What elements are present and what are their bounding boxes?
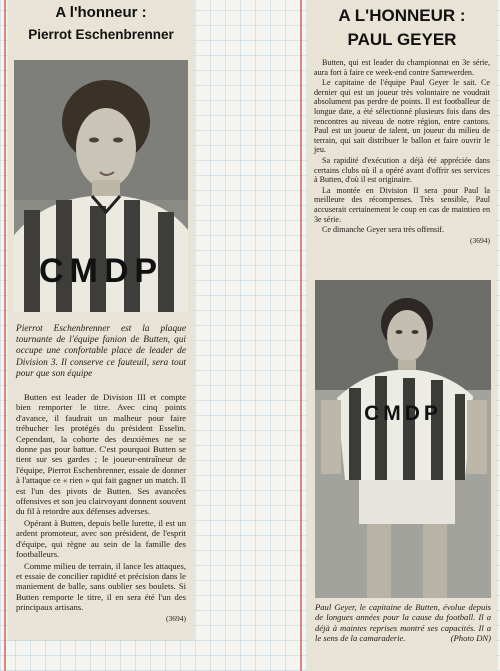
- photo-credit: (Photo DN): [450, 633, 491, 644]
- player-photo-geyer: [315, 280, 491, 598]
- notebook-margin-line-left: [4, 0, 6, 671]
- headline-line-1: A L'HONNEUR :: [338, 6, 466, 25]
- photo-caption-eschenbrenner: Pierrot Eschenbrenner est la plaque tournante de l'équipe fanion de Butten, qui occupe une confortable place de leader de Division 3. Il conserve ce fauteuil, sera tout pour que son équipe: [16, 324, 186, 379]
- paragraph-3: Sa rapidité d'exécution a déjà été appréciée dans certains clubs où il a opéré avant d'offrir ses services à Butten, d'où il est originaire.: [314, 155, 490, 185]
- clipping-geyer: [307, 0, 497, 671]
- article-body-geyer: [314, 58, 490, 245]
- headline-line-1: A l'honneur :: [55, 4, 147, 21]
- article-reference-number: (3694): [166, 613, 186, 623]
- paragraph-4: La montée en Division II sera pour Paul la meilleure des récompenses. Très sensible, Paul accuserait certainement le coup en cas de maintien en 3e série.: [314, 185, 490, 224]
- paragraph-3: Comme milieu de terrain, il lance les attaques, et essaie de concilier rapidité et précision dans le maniement de balle, sans oublier ses boulets. Si Butten remporte le titre, il en sera été l'un des principaux artisans.: [16, 560, 186, 613]
- shirt-sponsor-text: CMDP: [364, 402, 442, 425]
- paragraph-1: Butten est leader de Division III et compte bien remporter le titre. Avec cinq points d'avance, il faudrait un malheur pour faire trébucher les protégés du président Esselin. Cependant, la cohorte des deuxièmes ne se donne pas pour battue. C'est pourquoi Butten se tient sur ses gardes ; le joueur-entraîneur de l'équipe, Pierrot Eschenbrenner, essaie de donner à l'attaque ce « rien » qui fait gagner un match. Il est l'un des pivots de Butten. Ses avancées offensives et son jeu clairvoyant donnent souvent du fil à retordre aux défenses adverses.: [16, 392, 186, 517]
- player-photo-eschenbrenner: [14, 60, 188, 312]
- headline-line-2: PAUL GEYER: [347, 30, 457, 49]
- paragraph-2: Opérant à Butten, depuis belle lurette, il est un ardent promoteur, avec son président, de l'esprit d'équipe, qui règne au sein de la famille des footballeurs.: [16, 517, 186, 560]
- photo-caption-geyer: [315, 602, 491, 644]
- caption-text: Paul Geyer, le capitaine de Butten, évolue depuis de longues années pour la cause du football. Il a déjà à maintes reprises montré ses capacités. Il a le sens de la camaraderie.: [315, 602, 491, 644]
- headline-line-2: Pierrot Eschenbrenner: [28, 27, 174, 42]
- article-reference-number: (3694): [470, 235, 490, 245]
- notebook-margin-line-center: [300, 0, 302, 671]
- paragraph-5: Ce dimanche Geyer sera très offensif.: [322, 225, 445, 235]
- paragraph-1: Butten, qui est leader du championnat en 3e série, aura fort à faire ce week-end contre Sarrewerden.: [314, 58, 490, 77]
- shirt-sponsor-text: CMDP: [38, 252, 164, 290]
- paragraph-2: Le capitaine de l'équipe Paul Geyer le sait. Ce dernier qui est un joueur très volontaire ne voudrait absolument pas perdre de points. Il est footballeur de longue date, a été sélectionné plusieurs fois dans des rencontres au niveau de notre région, entre cantons. Paul est un joueur de talent, un joueur du milieu de terrain, qui sait distribuer le ballon et faire ouvrir le jeu.: [314, 78, 490, 155]
- clipping-eschenbrenner: [8, 0, 194, 640]
- article-body-eschenbrenner: [16, 392, 186, 624]
